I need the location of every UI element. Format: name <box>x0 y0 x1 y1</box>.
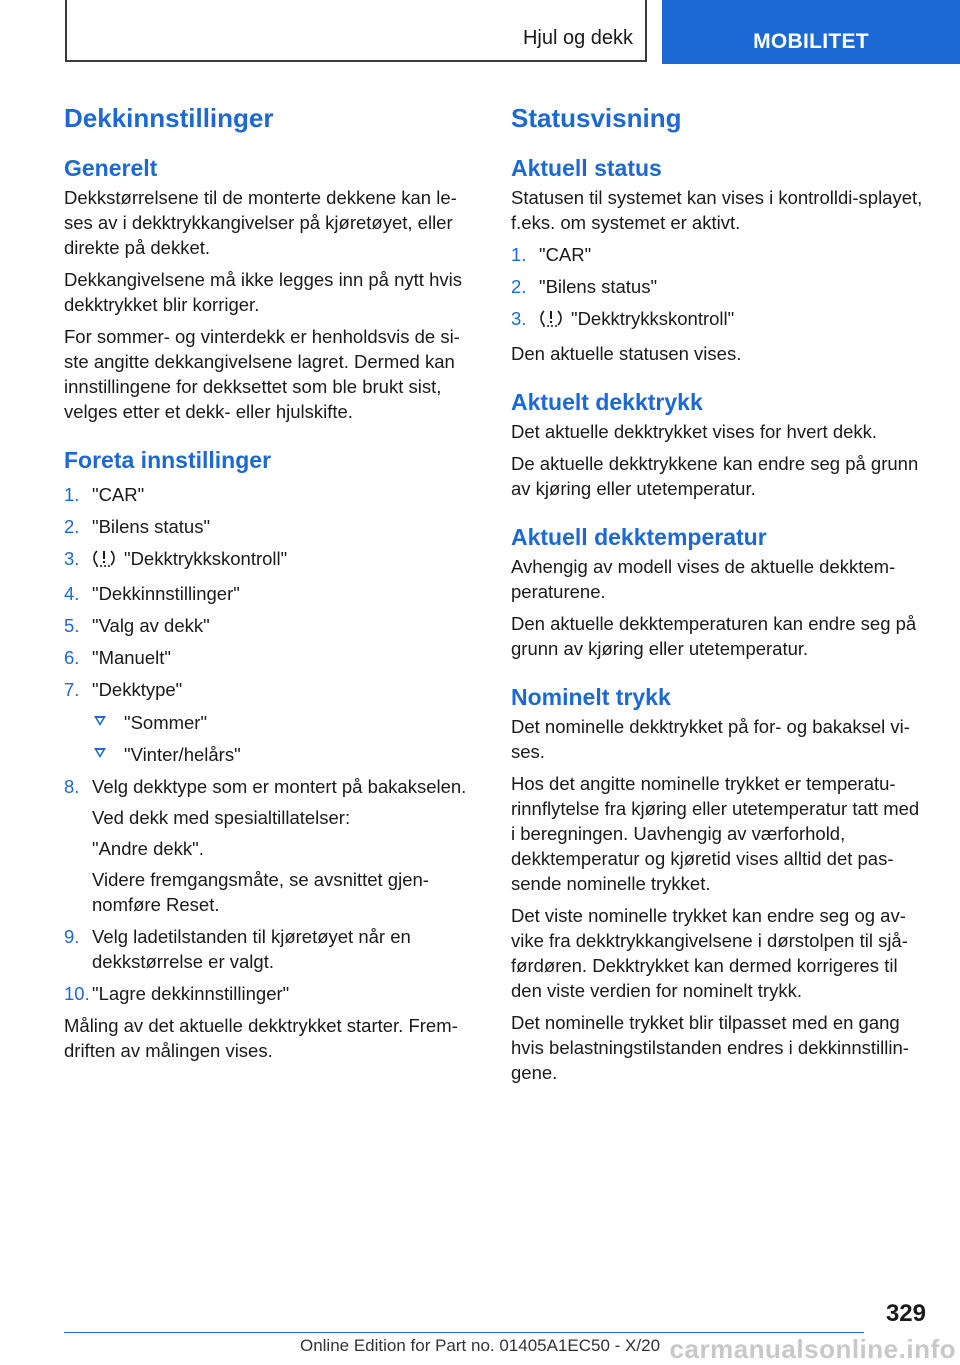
option-text: "Vinter/helårs" <box>124 744 241 765</box>
step-text: Velg dekktype som er montert på bakakselen. <box>92 776 467 797</box>
paragraph: Det nominelle trykket blir tilpasset med en gang hvis belastningstilstanden endres i dekkinnstillin-gene. <box>511 1012 909 1083</box>
step-number: 7. <box>64 679 80 700</box>
list-item <box>64 677 480 767</box>
sub-option-vinter <box>92 742 480 767</box>
left-column <box>64 100 480 1070</box>
step-text: "Dekktrykkskontroll" <box>124 548 288 569</box>
list-item <box>64 546 480 574</box>
page-title-statusvisning: Statusvisning <box>511 103 682 133</box>
heading-aktuelt-dekktrykk: Aktuelt dekktrykk <box>511 389 703 415</box>
paragraph: Det viste nominelle trykket kan endre seg og av-vike fra dekktrykkangivelsene i dørstolpen til sjå-førdøren. Dekktrykket kan dermed korrigeres til den viste verdien for nominelt trykk. <box>511 905 908 1001</box>
step-text: "CAR" <box>92 484 145 505</box>
step-text: "Dekktrykkskontroll" <box>571 308 735 329</box>
step-text: "CAR" <box>539 244 592 265</box>
step-number: 8. <box>64 776 80 797</box>
list-item <box>64 774 480 917</box>
footer-edition-text: Online Edition for Part no. 01405A1EC50 - X/20 <box>299 1336 661 1355</box>
step-text: "Dekkinnstillinger" <box>92 583 240 604</box>
sub-option-sommer <box>92 710 480 735</box>
step-text: "Bilens status" <box>92 516 211 537</box>
triangle-bullet-icon <box>94 748 106 758</box>
step-number: 3. <box>64 548 80 569</box>
status-steps-list <box>511 242 927 334</box>
step-number: 3. <box>511 308 527 329</box>
step-number: 6. <box>64 647 80 668</box>
list-item <box>64 514 480 539</box>
header-section-box <box>65 0 647 62</box>
list-item <box>64 645 480 670</box>
paragraph: Måling av det aktuelle dekktrykket starter. Frem-driften av målingen vises. <box>64 1015 458 1061</box>
step-number: 5. <box>64 615 80 636</box>
step-note: Ved dekk med spesialtillatelser: <box>92 807 351 828</box>
step-text: "Valg av dekk" <box>92 615 210 636</box>
heading-generelt: Generelt <box>64 155 158 181</box>
step-text: "Lagre dekkinnstillinger" <box>92 983 290 1004</box>
list-item <box>511 274 927 299</box>
heading-aktuell-status: Aktuell status <box>511 155 662 181</box>
step-number: 10. <box>64 983 90 1004</box>
step-number: 1. <box>511 244 527 265</box>
step-number: 2. <box>64 516 80 537</box>
paragraph: Avhengig av modell vises de aktuelle dekktem-peraturene. <box>511 556 896 602</box>
heading-aktuell-dekktemperatur: Aktuell dekktemperatur <box>511 524 767 550</box>
paragraph: De aktuelle dekktrykkene kan endre seg på grunn av kjøring eller utetemperatur. <box>511 453 919 499</box>
paragraph: Hos det angitte nominelle trykket er temperatu-rinnflytelse fra kjøring eller utetemperatur tatt med i beregningen. Uavhengig av værforhold, dekktemperatur og kjøretid vises alltid det pas-sende nominelle trykket. <box>511 773 920 894</box>
paragraph: For sommer- og vinterdekk er henholdsvis de si-ste angitte dekkangivelsene lagret. Dermed kan innstillingene for dekksettet som ble brukt sist, velges etter et dekk- eller hjulskifte. <box>64 326 460 422</box>
heading-foreta-innstillinger: Foreta innstillinger <box>64 447 272 473</box>
tire-type-options <box>92 710 480 767</box>
paragraph: Den aktuelle statusen vises. <box>511 343 742 364</box>
triangle-bullet-icon <box>94 716 106 726</box>
step-note: Videre fremgangsmåte, se avsnittet gjen-nomføre Reset. <box>92 869 429 915</box>
list-item <box>64 613 480 638</box>
list-item <box>64 981 480 1006</box>
list-item <box>64 581 480 606</box>
section-title: Hjul og dekk <box>522 27 633 49</box>
paragraph: Dekkangivelsene må ikke legges inn på nytt hvis dekktrykket blir korriger. <box>64 269 462 315</box>
paragraph: Det aktuelle dekktrykket vises for hvert dekk. <box>511 421 878 442</box>
list-item <box>64 482 480 507</box>
footer-divider <box>64 1332 864 1333</box>
list-item <box>511 306 927 334</box>
step-number: 9. <box>64 926 80 947</box>
step-text: Velg ladetilstanden til kjøretøyet når en dekkstørrelse er valgt. <box>92 926 411 972</box>
paragraph: Den aktuelle dekktemperaturen kan endre seg på grunn av kjøring eller utetemperatur. <box>511 613 917 659</box>
option-text: "Sommer" <box>124 712 208 733</box>
settings-steps-list <box>64 482 480 1006</box>
tire-pressure-warning-icon <box>539 308 563 334</box>
watermark: carmanualsonline.info <box>669 1334 956 1364</box>
list-item <box>511 242 927 267</box>
paragraph: Dekkstørrelsene til de monterte dekkene kan le-ses av i dekktrykkangivelser på kjøretøyet, eller direkte på dekket. <box>64 187 457 258</box>
paragraph: Statusen til systemet kan vises i kontrolldi-splayet, f.eks. om systemet er aktivt. <box>511 187 923 233</box>
step-text: "Manuelt" <box>92 647 171 668</box>
right-column <box>511 100 927 1092</box>
chapter-tab: MOBILITET <box>662 0 960 64</box>
step-note: "Andre dekk". <box>92 838 204 859</box>
tire-pressure-warning-icon <box>92 548 116 574</box>
step-text: "Bilens status" <box>539 276 658 297</box>
paragraph: Det nominelle dekktrykket på for- og bakaksel vi-ses. <box>511 716 910 762</box>
page-number: 329 <box>885 1300 926 1327</box>
step-number: 2. <box>511 276 527 297</box>
list-item <box>64 924 480 974</box>
step-number: 1. <box>64 484 80 505</box>
page-title-dekkinnstillinger: Dekkinnstillinger <box>64 103 274 133</box>
step-text: "Dekktype" <box>92 679 183 700</box>
heading-nominelt-trykk: Nominelt trykk <box>511 684 671 710</box>
step-number: 4. <box>64 583 80 604</box>
